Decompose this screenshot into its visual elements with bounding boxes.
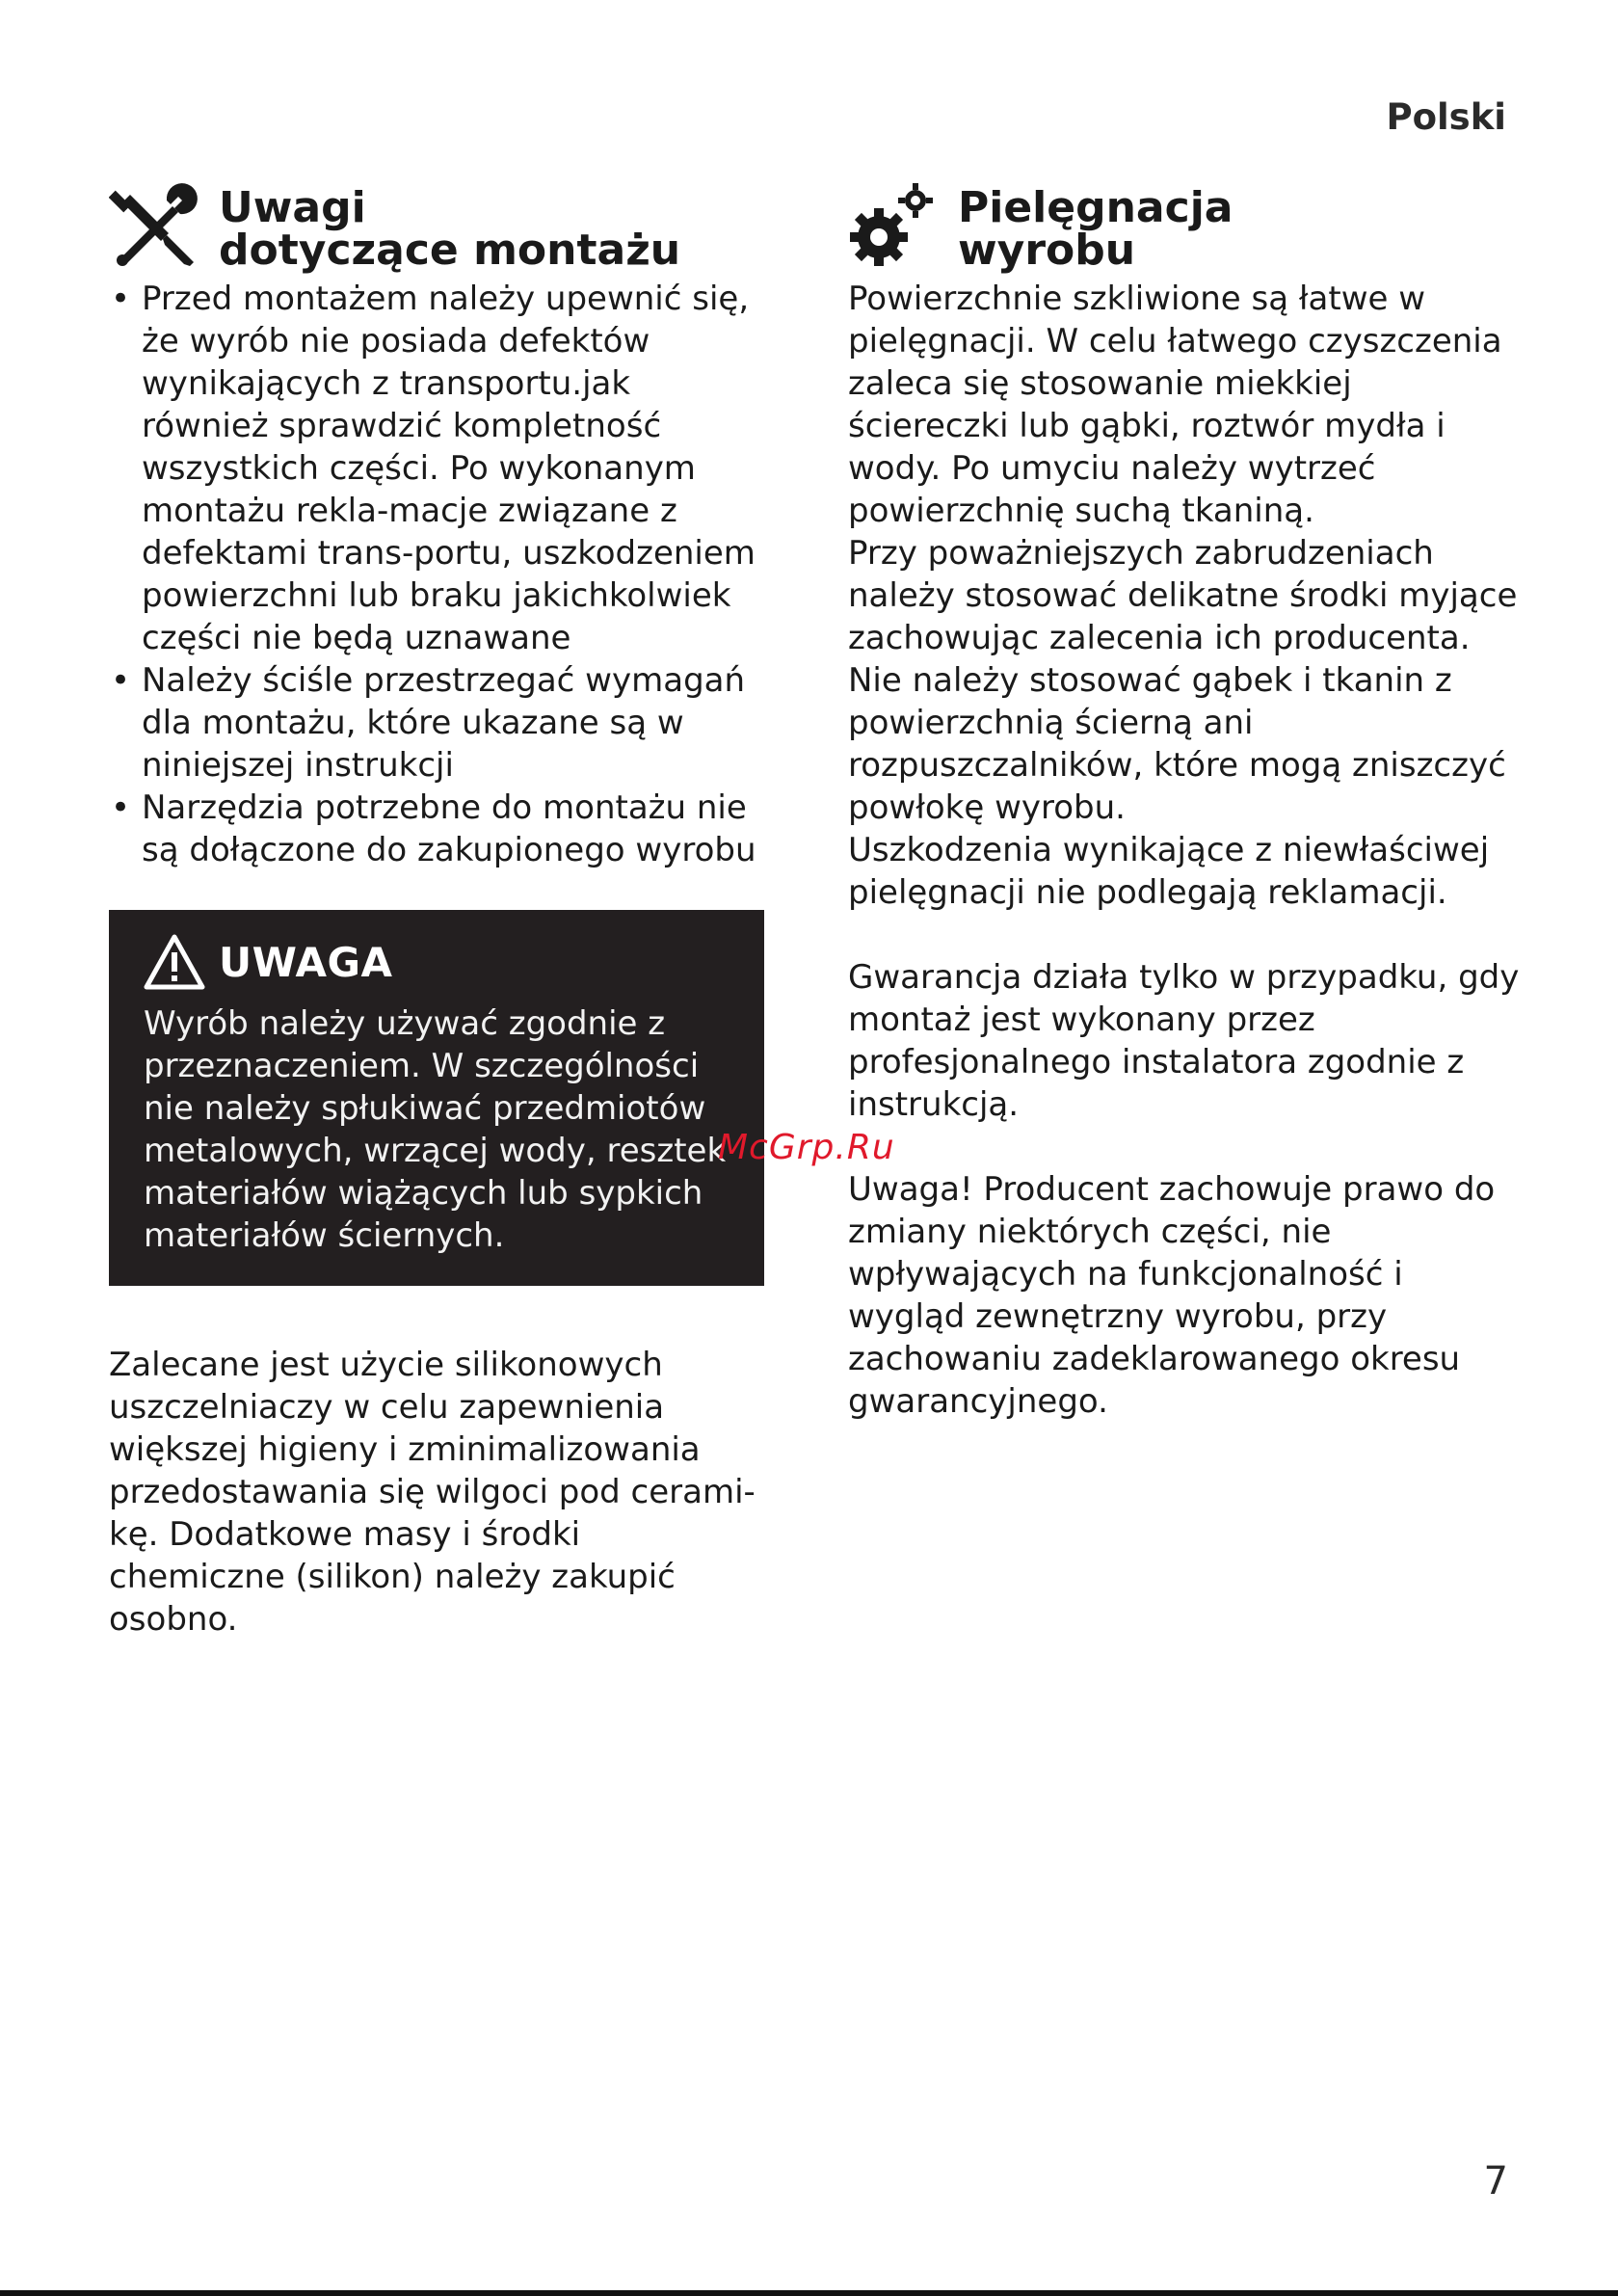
spacer bbox=[848, 914, 1523, 956]
care-paragraph-2: Przy poważniejszych zabrudzeniach należy stosować delikatne środki myjące zachowując zalecenia ich producenta. bbox=[848, 534, 1518, 657]
care-heading bbox=[848, 181, 1523, 278]
assembly-notes-title bbox=[219, 181, 681, 275]
assembly-notes-title-line1: Uwagi bbox=[219, 183, 366, 232]
list-item: • Narzędzia potrzebne do montażu nie są dołączone do zakupionego wyrobu bbox=[109, 787, 764, 871]
care-title-line1: Pielęgnacja bbox=[958, 183, 1233, 232]
list-item: • Należy ściśle przestrzegać wymagań dla montażu, które ukazane są w niniejszej instrukcji bbox=[109, 659, 764, 787]
care-paragraph-1: Powierzchnie szkliwione są łatwe w pielęgnacji. W celu łatwego czyszczenia zaleca się stosowanie miekkiej ściereczki lub gąbki, roztwór mydła i wody. Po umyciu należy wytrzeć powierzchnię suchą tkaniną. bbox=[848, 280, 1502, 530]
wrench-screwdriver-icon bbox=[109, 181, 199, 272]
watermark: McGrp.Ru bbox=[718, 1128, 895, 1167]
page-number: 7 bbox=[1483, 2159, 1508, 2203]
warning-text: Wyrób należy używać zgodnie z przeznaczeniem. W szczególności nie należy spłukiwać przedmiotów metalowych, wrzącej wody, resztek materiałów wiążących lub sypkich materiałów ściernych. bbox=[144, 1004, 727, 1255]
warning-box bbox=[109, 910, 764, 1286]
care-title-line2: wyrobu bbox=[958, 226, 1136, 275]
left-column bbox=[109, 181, 764, 1641]
care-paragraph-4: Uszkodzenia wynikające z niewłaściwej pielęgnacji nie podlegają reklamacji. bbox=[848, 831, 1490, 912]
warning-title-text: UWAGA bbox=[219, 938, 393, 986]
assembly-notes-title-line2: dotyczące montażu bbox=[219, 226, 681, 275]
care-title bbox=[958, 181, 1233, 275]
right-column bbox=[848, 181, 1523, 1423]
assembly-notes-heading bbox=[109, 181, 764, 278]
silicone-paragraph: Zalecane jest użycie silikonowych uszczelniaczy w celu zapewnienia większej higieny i zminimalizowania przedostawania się wilgoci pod cerami-kę. Dodatkowe masy i środki chemiczne (silikon) należy zakupić osobno. bbox=[109, 1346, 756, 1639]
bottom-rule bbox=[0, 2290, 1618, 2296]
language-label: Polski bbox=[1386, 96, 1506, 138]
care-paragraph-3: Nie należy stosować gąbek i tkanin z powierzchnią ścierną ani rozpuszczalników, które mogą zniszczyć powłokę wyrobu. bbox=[848, 661, 1506, 827]
list-item: • Przed montażem należy upewnić się, że wyrób nie posiada defektów wynikających z transportu.jak również sprawdzić kompletność wszystkich części. Po wykonanym montażu rekla-macje związane z defektami trans-portu, uszkodzeniem powierzchni lub braku jakichkolwiek części nie będą uznawane bbox=[109, 278, 764, 659]
warning-triangle-icon bbox=[144, 933, 205, 991]
spacer bbox=[848, 1126, 1523, 1168]
manufacturer-notice: Uwaga! Producent zachowuje prawo do zmiany niektórych części, nie wpływających na funkcjonalność i wygląd zewnętrzny wyrobu, przy zachowaniu zadeklarowanego okresu gwarancyjnego. bbox=[848, 1170, 1496, 1421]
gears-icon bbox=[848, 181, 939, 272]
warranty-paragraph: Gwarancja działa tylko w przypadku, gdy montaż jest wykonany przez profesjonalnego instalatora zgodnie z instrukcją. bbox=[848, 958, 1520, 1124]
warning-title bbox=[144, 929, 731, 995]
assembly-notes-list bbox=[109, 278, 764, 871]
